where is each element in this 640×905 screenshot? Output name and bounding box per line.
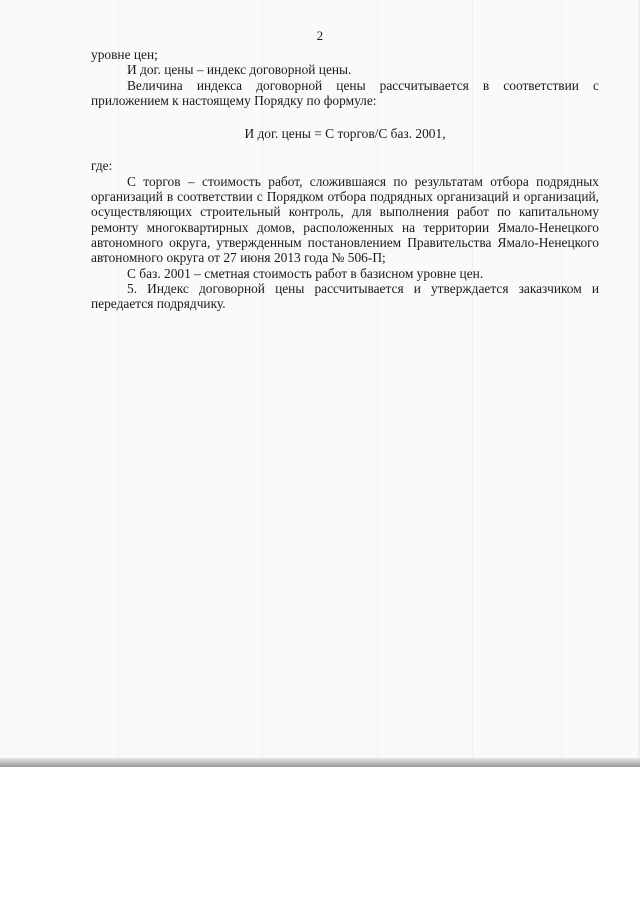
- document-body: [91, 47, 599, 311]
- paragraph-where: где:: [91, 158, 113, 174]
- page-number: 2: [316, 28, 324, 43]
- paragraph-item-5: 5. Индекс договорной цены рассчитывается и утверждается заказчиком и передается подрядчику.: [91, 280, 599, 312]
- paragraph-definition: И дог. цены – индекс договорной цены.: [127, 62, 352, 78]
- paragraph-continuation: уровне цен;: [91, 47, 158, 62]
- paragraph-c-torgov: С торгов – стоимость работ, сложившаяся по результатам отбора подрядных организаций в соответствии с Порядком отбора подрядных организаций и организаций, осуществляющих строительный контроль, для выполнения работ по капитальному ремонту многоквартирных домов, расположенных на территории Ямало-Ненецкого автономного округа, утвержденным постановлением Правительства Ямало-Ненецкого автономного округа от 27 июня 2013 года № 506-П;: [91, 173, 599, 266]
- paragraph-formula-intro: Величина индекса договорной цены рассчитывается в соответствии с приложением к настоящему Порядку по формуле:: [91, 77, 599, 108]
- paragraph-c-baz: С баз. 2001 – сметная стоимость работ в базисном уровне цен.: [127, 265, 484, 281]
- scan-bottom-edge: [0, 758, 640, 767]
- formula: И дог. цены = С торгов/С баз. 2001,: [244, 126, 446, 142]
